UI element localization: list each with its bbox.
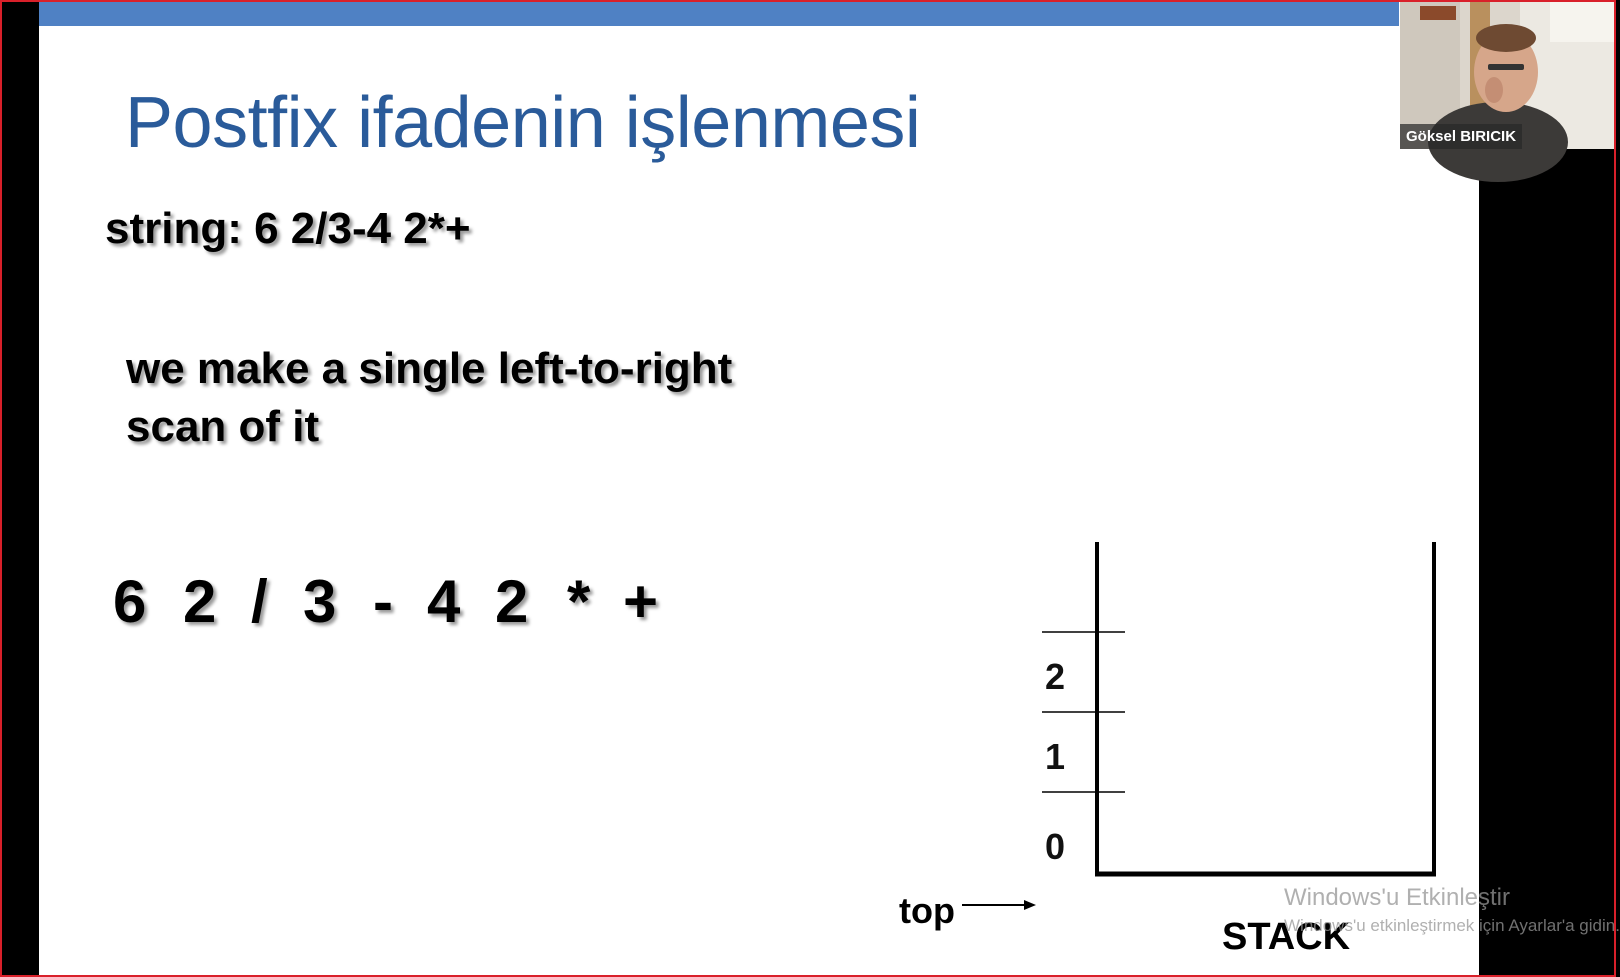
slide-title: Postfix ifadenin işlenmesi [125, 83, 921, 163]
token-0: 6 [113, 568, 147, 635]
token-2: / [251, 568, 268, 635]
stack-diagram [39, 2, 1479, 975]
token-6: 2 [495, 568, 529, 635]
stack-index-1: 1 [1045, 736, 1066, 777]
scan-line-2: scan of it [126, 402, 320, 451]
token-4: - [373, 568, 393, 635]
watermark-subtitle: Windows'u etkinleştirmek için Ayarlar'a gidin. [1284, 916, 1620, 935]
token-7: * [567, 568, 591, 635]
stack-index-2: 2 [1045, 656, 1066, 697]
token-5: 4 [427, 568, 461, 635]
scan-line-1: we make a single left-to-right [126, 344, 733, 393]
watermark-title: Windows'u Etkinleştir [1284, 884, 1510, 911]
token-8: + [623, 568, 659, 635]
token-3: 3 [303, 568, 337, 635]
string-line: string: 6 2/3-4 2*+ [105, 204, 471, 253]
participant-video-tile[interactable] [1400, 2, 1616, 149]
presentation-slide [39, 2, 1620, 975]
stack-index-0: 0 [1045, 826, 1066, 867]
top-pointer-label: top [899, 890, 955, 931]
stack-label: STACK [1222, 916, 1351, 958]
participant-name: Göksel BIRICIK [1400, 124, 1522, 149]
top-arrow-head [1024, 900, 1036, 910]
token-1: 2 [183, 568, 217, 635]
windows-activation-watermark [1284, 884, 1620, 936]
